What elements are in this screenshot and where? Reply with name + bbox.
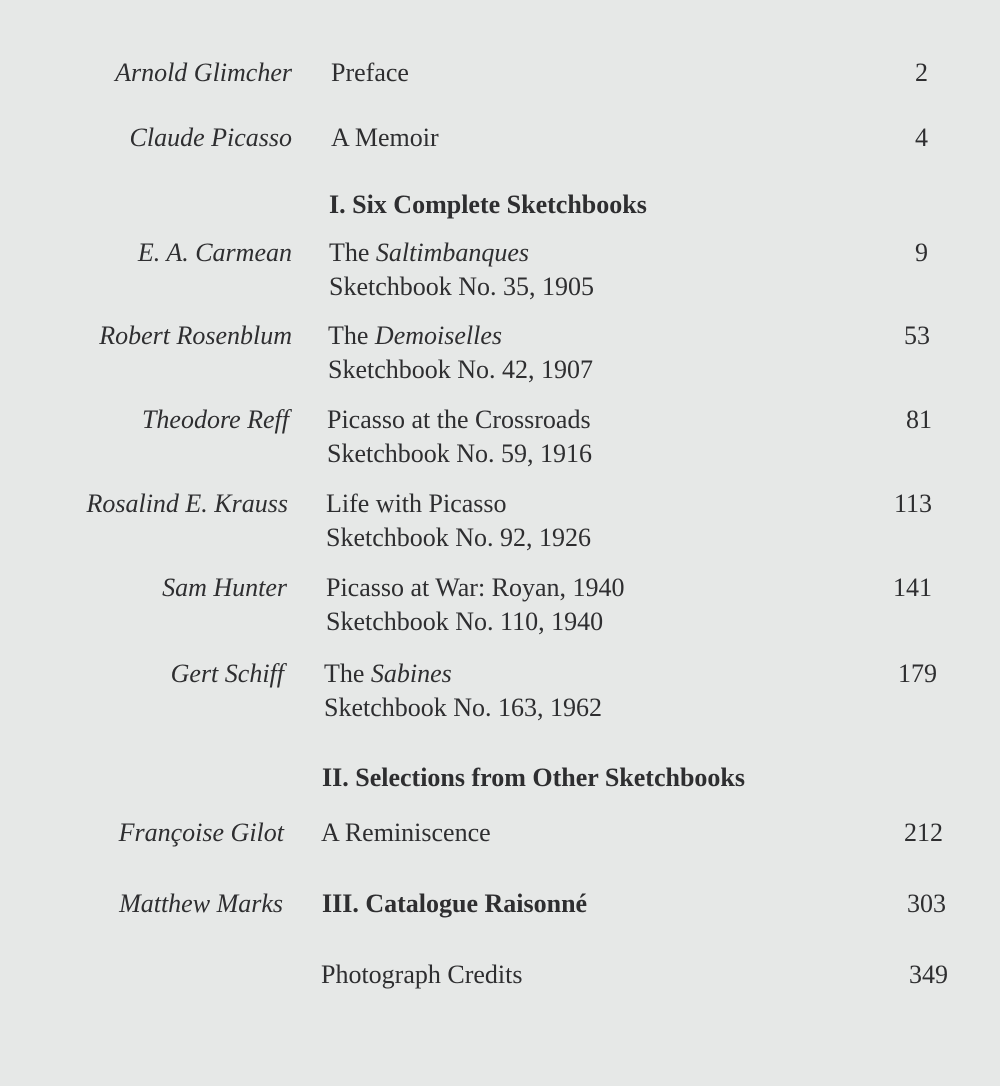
toc-title: A Memoir (331, 123, 439, 152)
toc-page-number: 81 (906, 405, 932, 434)
toc-title (329, 236, 594, 304)
toc-title: Preface (331, 58, 409, 87)
toc-author: Claude Picasso (129, 123, 292, 152)
toc-page-number: 349 (909, 960, 948, 989)
toc-subtitle: Sketchbook No. 35, 1905 (329, 272, 595, 301)
toc-page-number: 2 (915, 58, 928, 87)
toc-title-italic: Saltimbanques (375, 238, 530, 267)
toc-page-number: 212 (904, 818, 943, 847)
section-heading-2: II. Selections from Other Sketchbooks (322, 763, 745, 792)
toc-title-prefix: Picasso at War: Royan, 1940 (326, 573, 625, 602)
toc-title (327, 403, 592, 471)
toc-title (324, 657, 602, 725)
toc-author: Arnold Glimcher (115, 58, 292, 87)
toc-title: III. Catalogue Raisonné (322, 889, 588, 918)
toc-title-prefix: The (328, 321, 375, 350)
toc-title-prefix: Life with Picasso (326, 489, 507, 518)
toc-subtitle: Sketchbook No. 59, 1916 (327, 439, 593, 468)
toc-page-number: 179 (898, 659, 937, 688)
toc-subtitle: Sketchbook No. 163, 1962 (324, 693, 603, 722)
toc-page-number: 141 (893, 573, 932, 602)
toc-title-prefix: The (329, 238, 376, 267)
toc-author: Robert Rosenblum (99, 321, 292, 350)
toc-title: Photograph Credits (321, 960, 523, 989)
toc-author: Theodore Reff (141, 405, 289, 434)
toc-subtitle: Sketchbook No. 110, 1940 (326, 607, 604, 636)
toc-title (326, 571, 625, 639)
toc-subtitle: Sketchbook No. 92, 1926 (326, 523, 592, 552)
toc-page-number: 113 (893, 489, 932, 518)
section-heading-1: I. Six Complete Sketchbooks (329, 190, 647, 219)
toc-author: Sam Hunter (162, 573, 287, 602)
toc-subtitle: Sketchbook No. 42, 1907 (328, 355, 594, 384)
toc-page-number: 53 (904, 321, 930, 350)
toc-page-number: 4 (915, 123, 928, 152)
toc-title-italic: Demoiselles (374, 321, 503, 350)
toc-author: Matthew Marks (119, 889, 283, 918)
toc-title-prefix: Picasso at the Crossroads (327, 405, 591, 434)
toc-title: A Reminiscence (321, 818, 491, 847)
toc-author: Gert Schiff (170, 659, 284, 688)
toc-author: Françoise Gilot (118, 818, 284, 847)
toc-title-prefix: The (324, 659, 371, 688)
toc-page-number: 9 (915, 238, 928, 267)
toc-page-number: 303 (907, 889, 946, 918)
toc-title-italic: Sabines (370, 659, 452, 688)
toc-title (326, 487, 591, 555)
toc-title (328, 319, 593, 387)
toc-author: Rosalind E. Krauss (86, 489, 288, 518)
toc-author: E. A. Carmean (137, 238, 292, 267)
